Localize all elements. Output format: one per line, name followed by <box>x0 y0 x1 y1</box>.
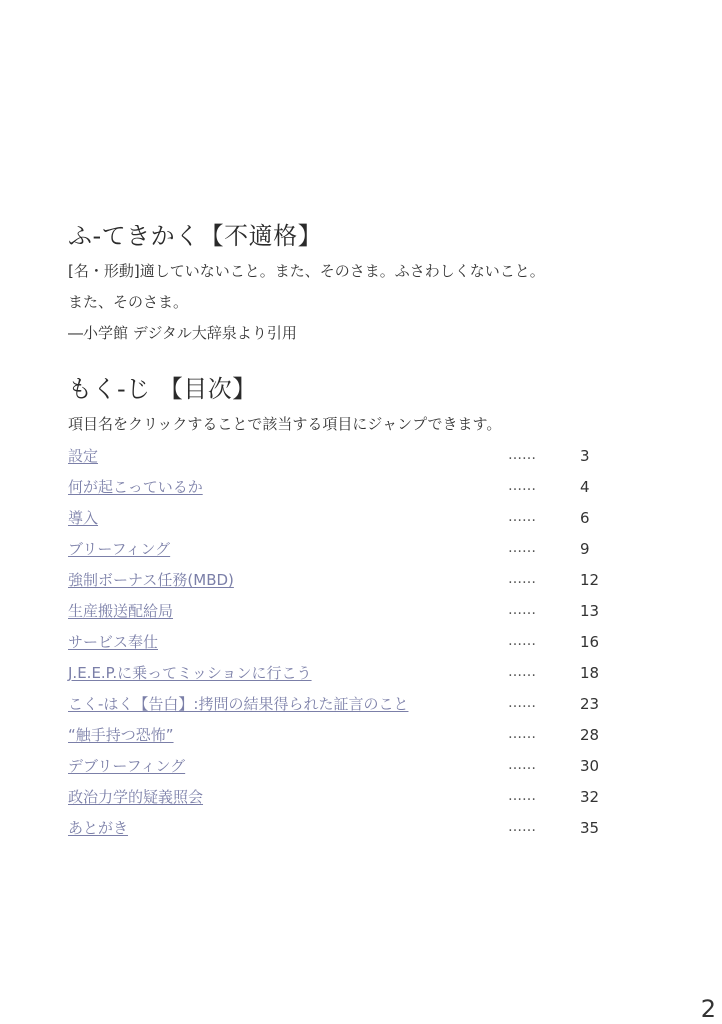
toc-link-production-bureau[interactable]: 生産搬送配給局 <box>68 602 174 620</box>
toc-leader-dots: …… <box>508 509 536 525</box>
toc-leader-dots: …… <box>508 571 536 587</box>
toc-leader-dots: …… <box>508 757 536 773</box>
toc-leader-dots: …… <box>508 726 536 742</box>
toc-page-number: 35 <box>580 819 600 837</box>
toc-page-number: 28 <box>580 726 600 744</box>
toc-page-number: 13 <box>580 602 600 620</box>
toc-row-debriefing <box>68 755 628 786</box>
toc-leader-dots: …… <box>508 788 536 804</box>
toc-leader-dots: …… <box>508 695 536 711</box>
toc-leader-dots: …… <box>508 602 536 618</box>
toc-row-production-bureau <box>68 600 628 631</box>
toc-page-number: 9 <box>580 540 590 558</box>
toc-link-introduction[interactable]: 導入 <box>68 509 99 527</box>
toc-page-number: 16 <box>580 633 600 651</box>
toc-page-number: 23 <box>580 695 600 713</box>
definition-citation: ―小学館 デジタル大辞泉より引用 <box>68 324 297 342</box>
toc-leader-dots: …… <box>508 540 536 556</box>
toc-link-whats-happening[interactable]: 何が起こっているか <box>68 478 203 496</box>
table-of-contents <box>68 445 628 848</box>
toc-link-tentacle-horror[interactable]: “触手持つ恐怖” <box>68 726 174 744</box>
toc-page-number: 30 <box>580 757 600 775</box>
toc-link-afterword[interactable]: あとがき <box>68 819 129 837</box>
toc-link-confession[interactable]: こく-はく【告白】:拷問の結果得られた証言のこと <box>68 695 409 713</box>
toc-link-briefing[interactable]: ブリーフィング <box>68 540 171 558</box>
toc-link-service[interactable]: サービス奉仕 <box>68 633 159 651</box>
toc-row-service <box>68 631 628 662</box>
toc-row-tentacle-horror <box>68 724 628 755</box>
definition-heading: ふ-てきかく【不適格】 <box>68 222 323 250</box>
toc-row-whats-happening <box>68 476 628 507</box>
toc-row-confession <box>68 693 628 724</box>
toc-link-settings[interactable]: 設定 <box>68 447 99 465</box>
toc-link-debriefing[interactable]: デブリーフィング <box>68 757 186 775</box>
toc-intro: 項目名をクリックすることで該当する項目にジャンプできます。 <box>68 415 502 433</box>
toc-leader-dots: …… <box>508 664 536 680</box>
toc-row-introduction <box>68 507 628 538</box>
toc-leader-dots: …… <box>508 447 536 463</box>
toc-row-afterword <box>68 817 628 848</box>
toc-row-mbd <box>68 569 628 600</box>
toc-leader-dots: …… <box>508 633 536 649</box>
toc-row-jeep-mission <box>68 662 628 693</box>
toc-link-mbd[interactable]: 強制ボーナス任務(MBD) <box>68 571 234 589</box>
toc-link-jeep-mission[interactable]: J.E.E.P.に乗ってミッションに行こう <box>68 664 312 682</box>
definition-line-2: また、そのさま。 <box>68 293 189 311</box>
page-number: 2 <box>700 995 716 1023</box>
toc-leader-dots: …… <box>508 478 536 494</box>
toc-leader-dots: …… <box>508 819 536 835</box>
toc-row-political-inquiry <box>68 786 628 817</box>
toc-row-briefing <box>68 538 628 569</box>
toc-row-settings <box>68 445 628 476</box>
toc-page-number: 18 <box>580 664 600 682</box>
toc-page-number: 12 <box>580 571 600 589</box>
toc-heading: もく-じ 【目次】 <box>68 375 257 403</box>
toc-page-number: 6 <box>580 509 590 527</box>
toc-page-number: 32 <box>580 788 600 806</box>
definition-line-1: [名・形動]適していないこと。また、そのさま。ふさわしくないこと。 <box>68 262 545 280</box>
toc-page-number: 4 <box>580 478 590 496</box>
toc-page-number: 3 <box>580 447 590 465</box>
toc-link-political-inquiry[interactable]: 政治力学的疑義照会 <box>68 788 204 806</box>
